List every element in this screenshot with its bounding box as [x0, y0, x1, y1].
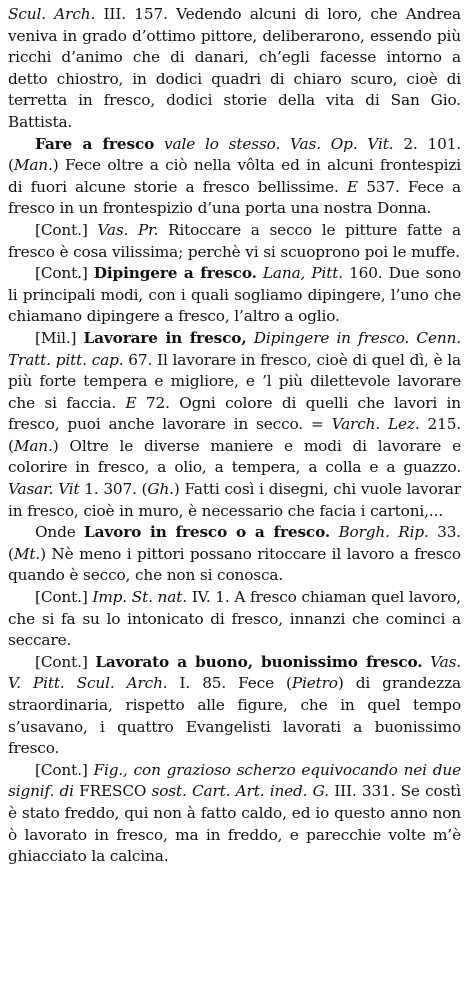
text-run: Borgh. Rip. — [338, 523, 429, 542]
text-run: Vasar. Vit — [8, 480, 80, 499]
text-run: E — [346, 177, 358, 196]
text-run: ) Oltre le diverse maniere e modi di lavorare e colorire in fresco, a olio, a tempera, a colla e a guazzo. — [8, 436, 461, 477]
text-run: 160. Due sono li principali modi, con i quali sogliamo dipingere, l’uno che chiamano dipingere a fresco, l’altro a oglio. — [8, 264, 462, 326]
text-run: [Cont.] — [35, 588, 93, 607]
text-run: 537. Fece a fresco in un frontespizio d’una porta una nostra Donna. — [8, 177, 461, 218]
text-run: [Cont.] — [35, 220, 98, 239]
paragraph-fare-a-fresco — [8, 134, 461, 220]
text-run: [Cont.] — [35, 264, 94, 283]
text-run: 33. ( — [8, 523, 461, 563]
paragraph-dipingere-a-fresco — [8, 263, 461, 328]
text-run: 67. Il lavorare in fresco, cioè di quel dì, è la più forte tempera e migliore, e ’l più dilettevole lavorare che si faccia. — [8, 350, 461, 412]
text-run: Ritoccare a secco le pitture fatte a fresco è cosa vilissima; perchè vi si scuoprono poi le muffe. — [8, 220, 461, 261]
text-run: 72. Ogni colore di quelli che lavori in fresco, puoi anche lavorare in secco. = — [8, 393, 461, 434]
text-run: Lavoro in fresco o a fresco. — [84, 523, 331, 542]
paragraph-lavoro-in-fresco — [8, 522, 461, 587]
text-run: ) Fatti così i disegni, chi vuole lavorar in fresco, cioè in muro, è necessario che facia i cartoni,... — [8, 480, 461, 520]
paragraph-1 — [8, 4, 461, 134]
text-run: vale lo stesso. Vas. Op. Vit. — [154, 134, 394, 153]
text-run: 1. 307. ( — [79, 480, 148, 499]
text-run: Lavorare in fresco, — [83, 328, 247, 347]
text-run: 215. ( — [8, 415, 461, 455]
text-run: IV. 1. A fresco chiaman quel lavoro, che si fa su lo intonicato di fresco, innanzi che cominci a seccare. — [8, 588, 462, 650]
text-run: Varch. Lez. — [331, 415, 420, 434]
text-run: ) di grandezza straordinaria, rispetto alle figure, che in quel tempo s’usavano, i quattro Evangelisti lavorati a buonissimo fresco. — [8, 674, 461, 758]
text-run: I. 85. Fece ( — [167, 674, 292, 693]
text-run: [Cont.] — [35, 760, 94, 779]
text-run: ) Nè meno i pittori possano ritoccare il lavoro a fresco quando è secco, che non si conosca. — [8, 544, 461, 585]
text-run: 2. 101. ( — [8, 134, 461, 175]
text-run: Fare a fresco — [35, 134, 155, 153]
paragraph-lavorato-a-buono — [8, 652, 461, 760]
text-run: III. 331. Se costì è stato freddo, qui non à fatto caldo, ed io questo anno non ò lavorato in fresco, ma in freddo, e parecchie volte m’è ghiacciato la calcina. — [8, 782, 462, 866]
text-run: [Cont.] — [35, 652, 96, 671]
text-run — [422, 653, 430, 671]
text-run: ) Fece oltre a ciò nella vôlta ed in alcuni frontespizi di fuori alcune storie a fresco bellissime. — [8, 156, 461, 196]
text-run: Dipingere a fresco. — [93, 264, 257, 283]
text-run: Lana, Pitt. — [262, 264, 343, 283]
text-run: Man. — [13, 436, 53, 455]
text-run: Man. — [13, 156, 53, 175]
text-run: FRESCO — [73, 782, 152, 801]
text-run: Dipingere in fresco. Cenn. Tratt. pitt. cap. — [8, 328, 462, 369]
text-run: Imp. St. nat. — [92, 588, 187, 607]
text-run: [Mil.] — [35, 328, 84, 347]
text-run: III. 157. Vedendo alcuni di loro, che Andrea veniva in grado d’ottimo pittore, deliberarono, essendo più ricchi d’animo che di danari, ch’egli facesse intorno a detto chiostro, in dodici quadri di chiaro scuro, cioè di terretta in fresco, dodici storie della vita di San Gio. Battista. — [8, 5, 461, 131]
paragraph-imp-st-nat — [8, 587, 461, 652]
text-run: Lavorato a buono, buonissimo fresco. — [95, 652, 423, 671]
text-run: Onde — [35, 523, 85, 542]
text-run: Fig., con grazioso scherzo equivocando nei due signif. di — [8, 760, 461, 801]
paragraph-lavorare-in-fresco — [8, 328, 461, 522]
text-run: sost. Cart. Art. ined. G. — [151, 782, 329, 801]
text-run: Mt. — [13, 544, 41, 563]
paragraph-fig-fresco — [8, 760, 461, 868]
text-run: Gh. — [147, 480, 174, 499]
text-run: Vas. V. Pitt. Scul. Arch. — [8, 652, 461, 693]
text-run: Vas. Pr. — [97, 220, 159, 239]
text-run: Pietro — [291, 674, 338, 693]
text-run: E — [125, 393, 137, 412]
paragraph-cont-vas-pr — [8, 220, 461, 263]
text-run: Scul. Arch. — [8, 5, 96, 23]
